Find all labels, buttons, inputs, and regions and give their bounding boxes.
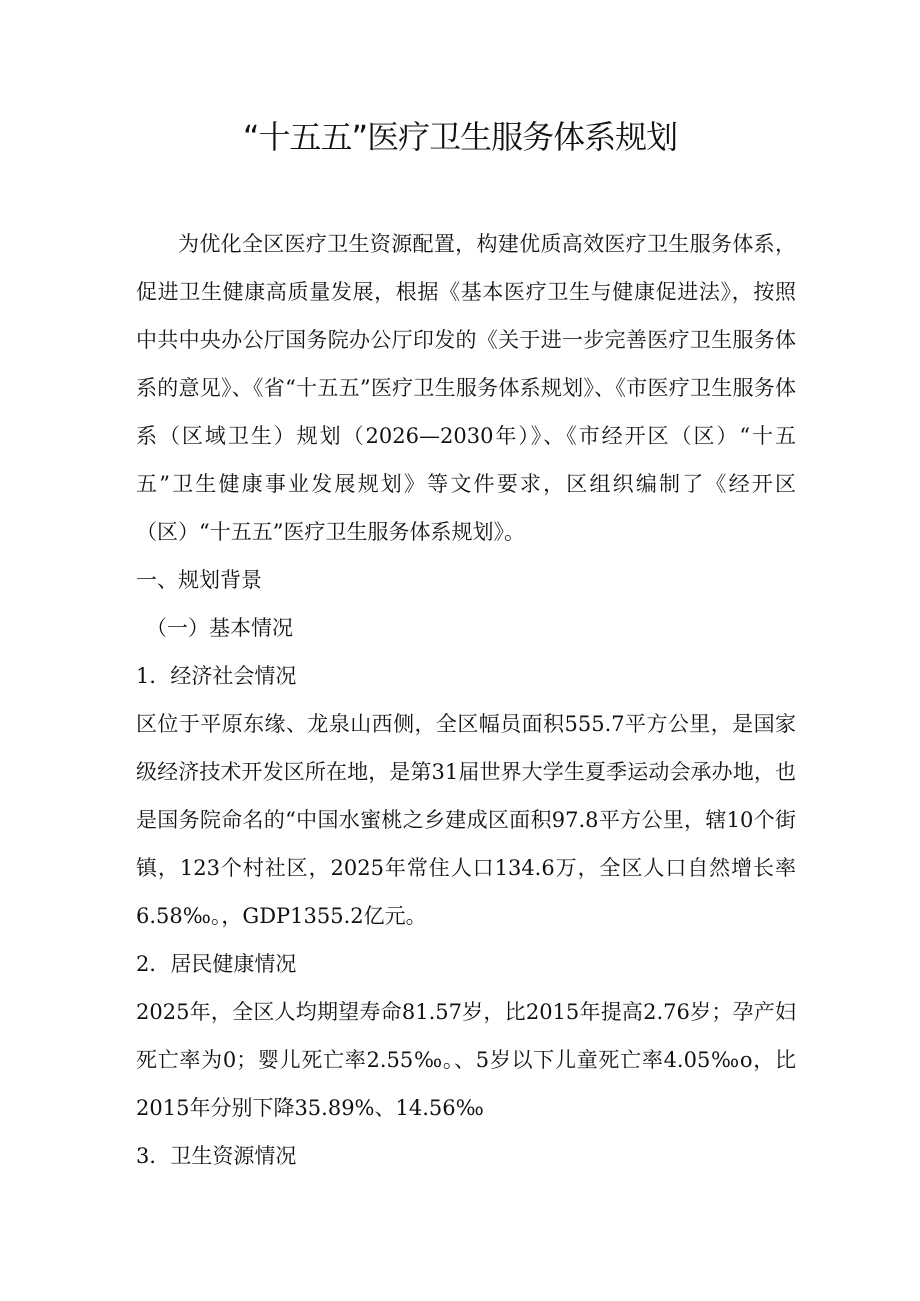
intro-paragraph: 为优化全区医疗卫生资源配置，构建优质高效医疗卫生服务体系，促进卫生健康高质量发展，根据《基本医疗卫生与健康促进法》，按照中共中央办公厅国务院办公厅印发的《关于进一步完善医疗卫生服务体系的意见》、《省“十五五”医疗卫生服务体系规划》、《市医疗卫生服务体系（区域卫生）规划（2026—2030年）》、《市经开区（区）“十五五”卫生健康事业发展规划》等文件要求，区组织编制了《经开区（区）“十五五”医疗卫生服务体系规划》。 xyxy=(136,232,796,544)
item-heading-health: 2．居民健康情况 xyxy=(136,952,297,976)
section-heading: 一、规划背景 xyxy=(136,568,262,592)
document-body xyxy=(136,220,796,1180)
document-title: “十五五”医疗卫生服务体系规划 xyxy=(242,118,678,156)
health-paragraph: 2025年，全区人均期望寿命81.57岁，比2015年提高2.76岁；孕产妇死亡率为0；婴儿死亡率2.55‰。、5岁以下儿童死亡率4.05‰o，比2015年分别下降35.89%、14.56‰ xyxy=(136,1000,796,1120)
item-heading-economy: 1．经济社会情况 xyxy=(136,664,297,688)
subsection-heading: （一）基本情况 xyxy=(146,616,293,640)
item-heading-resources: 3．卫生资源情况 xyxy=(136,1144,297,1168)
economy-paragraph: 区位于平原东缘、龙泉山西侧，全区幅员面积555.7平方公里，是国家级经济技术开发区所在地，是第31届世界大学生夏季运动会承办地，也是国务院命名的“中国水蜜桃之乡建成区面积97.8平方公里，辖10个街镇，123个村社区，2025年常住人口134.6万，全区人口自然增长率6.58‰。，GDP1355.2亿元。 xyxy=(136,712,796,928)
